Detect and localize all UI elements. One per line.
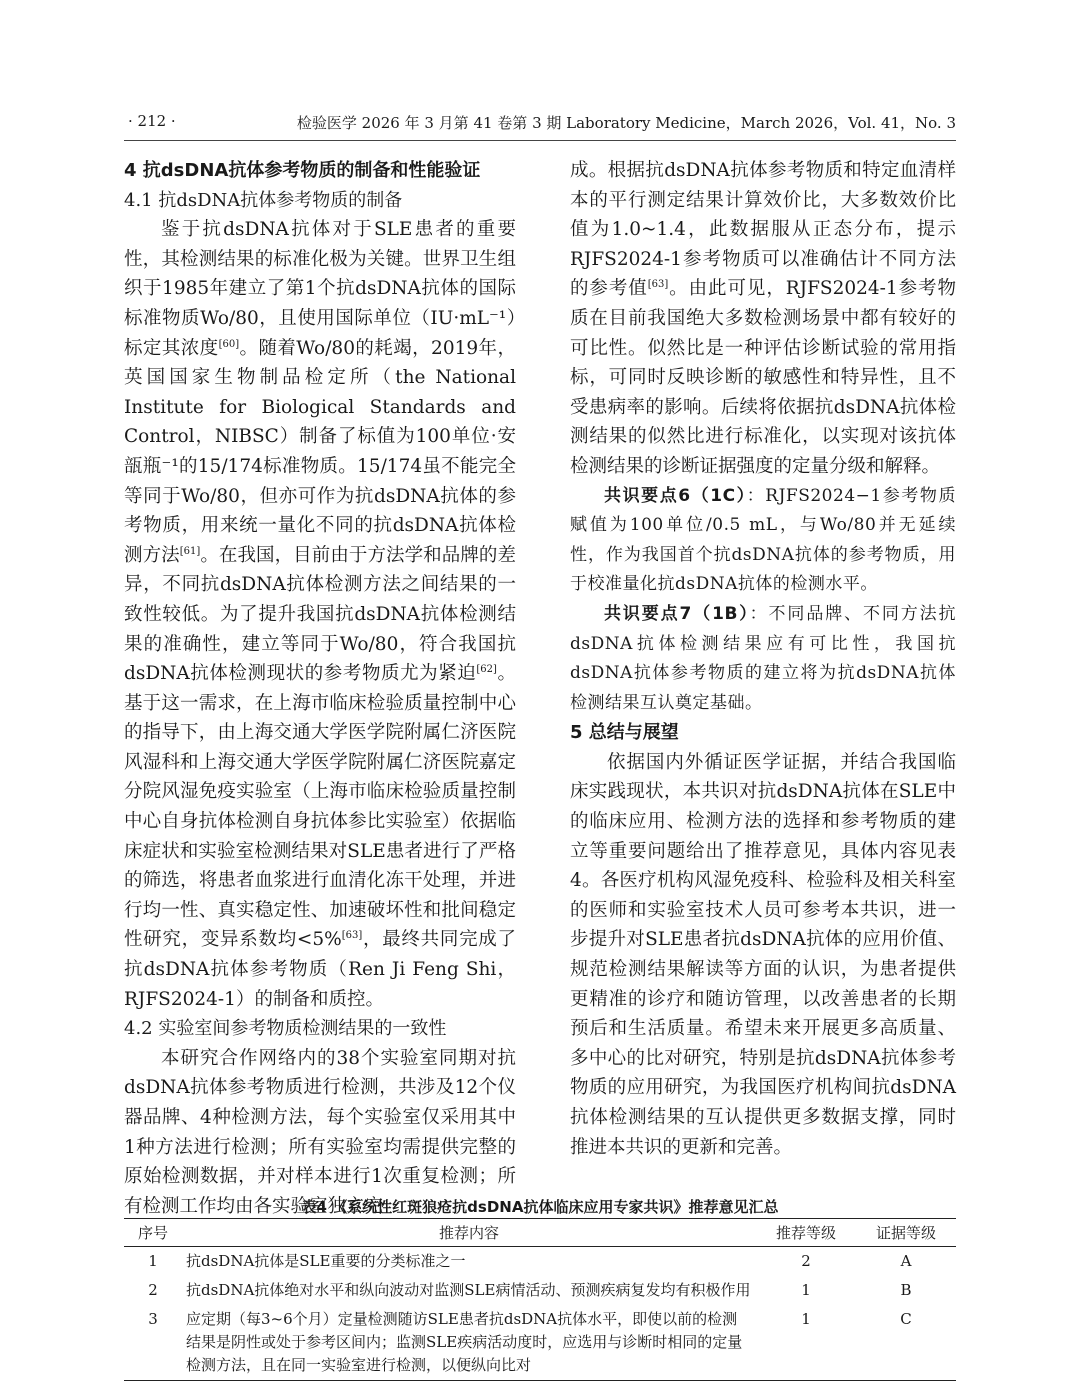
- table-row: [124, 1247, 956, 1277]
- row-recommendation-grade: 1: [801, 1281, 811, 1299]
- table-row: [124, 1305, 956, 1381]
- header-rule: [124, 140, 956, 141]
- citation: [61]: [179, 545, 201, 557]
- key-point-7-label: 共识要点7（1B）: [604, 603, 750, 624]
- page-number: · 212 ·: [128, 112, 176, 130]
- row-content: 抗dsDNA抗体是SLE重要的分类标准之一: [186, 1252, 466, 1270]
- paragraph-4-1: 鉴于抗dsDNA抗体对于SLE患者的重要性，其检测结果的标准化极为关键。世界卫生组织于1985年建立了第1个抗dsDNA抗体的国际标准物质Wo/80，且使用国际单位（IU·mL⁻¹）标定其浓度[60]。随着Wo/80的耗竭，2019年，英国国家生物制品检定所（the National Institute for Biological Standards and Control，NIBSC）制备了标值为100单位·安瓿瓶⁻¹的15/174标准物质。15/174虽不能完全等同于Wo/80，但亦可作为抗dsDNA抗体的参考物质，用来统一量化不同的抗dsDNA抗体检测方法[61]。在我国，目前由于方法学和品牌的差异，不同抗dsDNA抗体检测方法之间结果的一致性较低。为了提升我国抗dsDNA抗体检测结果的准确性，建立等同于Wo/80，符合我国抗dsDNA抗体检测现状的参考物质尤为紧迫[62]。基于这一需求，在上海市临床检验质量控制中心的指导下，由上海交通大学医学院附属仁济医院风湿科和上海交通大学医学院附属仁济医院嘉定分院风湿免疫实验室（上海市临床检验质量控制中心自身抗体检测自身抗体参比实验室）依据临床症状和实验室检测结果对SLE患者进行了严格的筛选，将患者血浆进行血清化冻干处理，并进行均一性、真实稳定性、加速破坏性和批间稳定性研究，变异系数均<5%[63]，最终共同完成了抗dsDNA抗体参考物质（Ren Ji Feng Shi，RJFS2024-1）的制备和质控。: [124, 219, 516, 1010]
- table-header-row: [124, 1219, 956, 1247]
- row-evidence-grade: B: [900, 1281, 912, 1299]
- paragraph-4-2-cont: 成。根据抗dsDNA抗体参考物质和特定血清样本的平行测定结果计算效价比，大多数效价比值为1.0~1.4，此数据服从正态分布，提示RJFS2024-1参考物质可以准确估计不同方法的参考值[63]。由此可见，RJFS2024-1参考物质在目前我国绝大多数检测场景中都有较好的可比性。似然比是一种评估诊断试验的常用指标，可同时反映诊断的敏感性和特异性，且不受患病率的影响。后续将依据抗dsDNA抗体检测结果的似然比进行标准化，以实现对该抗体检测结果的诊断证据强度的定量分级和解释。: [570, 160, 956, 477]
- key-point-7: 共识要点7（1B）：不同品牌、不同方法抗dsDNA抗体检测结果应有可比性，我国抗dsDNA抗体参考物质的建立将为抗dsDNA抗体检测结果互认奠定基础。: [570, 603, 956, 713]
- col-header-no: 序号: [124, 1219, 182, 1247]
- page-header: [0, 112, 1080, 138]
- paragraph-5: 依据国内外循证医学证据，并结合我国临床实践现状，本共识对抗dsDNA抗体在SLE中的临床应用、检测方法的选择和参考物质的建立等重要问题给出了推荐意见，具体内容见表4。各医疗机构风湿免疫科、检验科及相关科室的医师和实验室技术人员可参考本共识，进一步提升对SLE患者抗dsDNA抗体的应用价值、规范检测结果解读等方面的认识，为患者提供更精准的诊疗和随访管理，以改善患者的长期预后和生活质量。希望未来开展更多高质量、多中心的比对研究，特别是抗dsDNA抗体参考物质的应用研究，为我国医疗机构间抗dsDNA抗体检测结果的互认提供更多数据支撑，同时推进本共识的更新和完善。: [570, 751, 956, 1158]
- col-header-content: 推荐内容: [182, 1219, 756, 1247]
- col-header-recommendation: 推荐等级: [756, 1219, 856, 1247]
- row-number: 1: [148, 1252, 158, 1270]
- table-4: [124, 1218, 956, 1381]
- left-column: [124, 156, 516, 1221]
- citation: [63]: [647, 279, 669, 291]
- row-number: 3: [124, 1305, 182, 1381]
- citation: [63]: [341, 930, 363, 942]
- section-4-2-title: 4.2 实验室间参考物质检测结果的一致性: [124, 1018, 447, 1040]
- section-5-title: 5 总结与展望: [570, 722, 679, 744]
- row-content: 应定期（每3~6个月）定量检测随访SLE患者抗dsDNA抗体水平，即使以前的检测结果是阴性或处于参考区间内；监测SLE疾病活动度时，应选用与诊断时相同的定量检测方法，且在同一实验室进行检测，以便纵向比对: [182, 1305, 756, 1381]
- row-number: 2: [148, 1281, 158, 1299]
- row-evidence-grade: A: [900, 1252, 912, 1270]
- right-column: [570, 156, 956, 1162]
- section-4-1-title: 4.1 抗dsDNA抗体参考物质的制备: [124, 189, 403, 211]
- citation: [60]: [218, 338, 240, 350]
- paragraph-4-2: 本研究合作网络内的38个实验室同期对抗dsDNA抗体参考物质进行检测，共涉及12个仪器品牌、4种检测方法，每个实验室仅采用其中1种方法进行检测；所有实验室均需提供完整的原始检测数据，并对样本进行1次重复检测；所有检测工作均由各实验室独立完: [124, 1047, 516, 1217]
- key-point-6: 共识要点6（1C）：RJFS2024−1参考物质赋值为100单位/0.5 mL，与Wo/80并无延续性，作为我国首个抗dsDNA抗体的参考物质，用于校准量化抗dsDNA抗体的检测水平。: [570, 485, 956, 595]
- citation: [62]: [476, 663, 497, 675]
- row-content: 抗dsDNA抗体绝对水平和纵向波动对监测SLE病情活动、预测疾病复发均有积极作用: [186, 1281, 751, 1299]
- table-row: [124, 1276, 956, 1305]
- row-recommendation-grade: 1: [756, 1305, 856, 1381]
- journal-info: 检验医学 2026 年 3 月第 41 卷第 3 期 Laboratory Medicine，March 2026，Vol. 41，No. 3: [296, 114, 956, 132]
- section-4-title: 4 抗dsDNA抗体参考物质的制备和性能验证: [124, 160, 481, 181]
- key-point-6-label: 共识要点6（1C）: [604, 485, 747, 506]
- row-recommendation-grade: 2: [801, 1252, 811, 1270]
- row-evidence-grade: C: [856, 1305, 956, 1381]
- table-4-caption: 表4 《系统性红斑狼疮抗dsDNA抗体临床应用专家共识》推荐意见汇总: [301, 1198, 779, 1216]
- col-header-evidence: 证据等级: [856, 1219, 956, 1247]
